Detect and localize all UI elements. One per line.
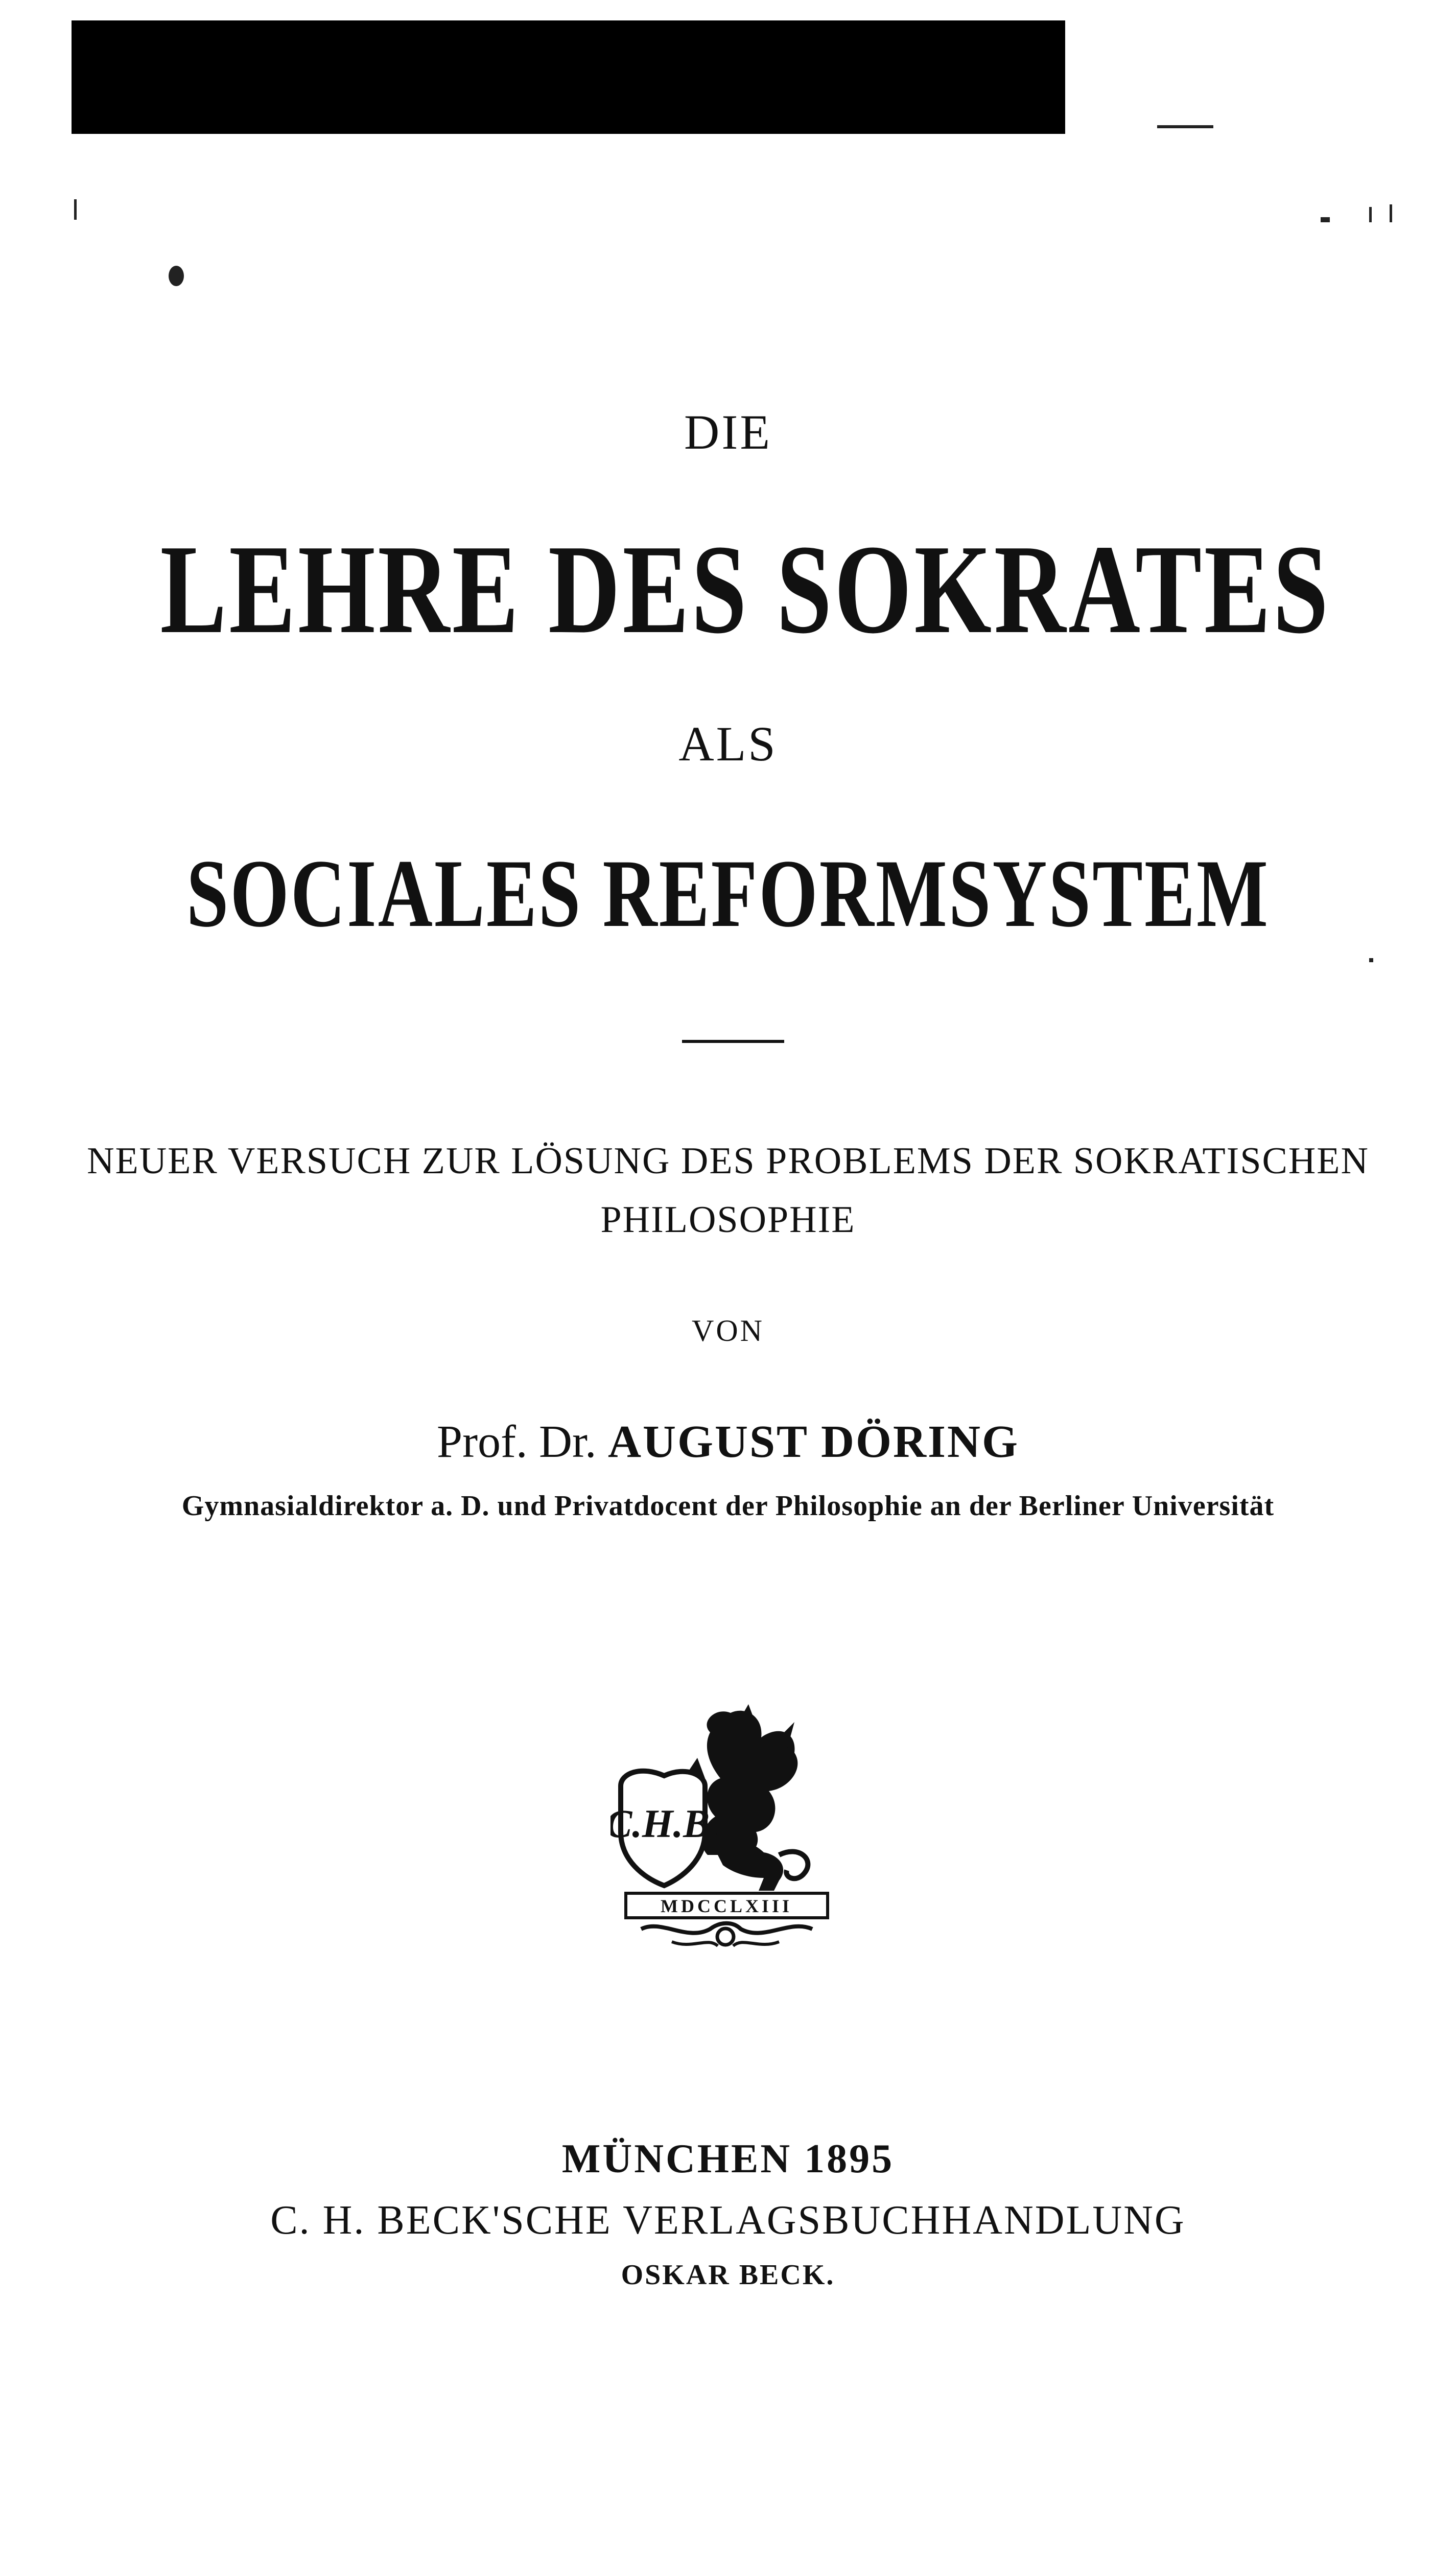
- logo-monogram: C.H.B.: [610, 1801, 720, 1846]
- title-connector: ALS: [678, 716, 778, 771]
- by-line: VON: [692, 1314, 764, 1348]
- scan-speck: [1369, 958, 1373, 962]
- place-and-year: MÜNCHEN 1895: [561, 2136, 895, 2181]
- author-name: AUGUST DÖRING: [608, 1416, 1019, 1467]
- scan-speck: [1390, 204, 1392, 222]
- publisher-name: C. H. BECK'SCHE VERLAGSBUCHHANDLUNG: [270, 2198, 1186, 2243]
- scan-speck: [1321, 217, 1330, 222]
- subtitle-line-1: NEUER VERSUCH ZUR LÖSUNG DES PROBLEMS DER SOKRATISCHEN: [87, 1140, 1369, 1182]
- secondary-title: SOCIALES REFORMSYSTEM: [186, 840, 1270, 947]
- author-prefix: Prof. Dr.: [437, 1416, 597, 1467]
- subtitle-line-2: PHILOSOPHIE: [600, 1199, 856, 1241]
- author-line: [0, 1415, 1456, 1468]
- redaction-bar-tab: [1017, 20, 1065, 36]
- publisher-owner: OSKAR BECK.: [621, 2259, 835, 2291]
- scan-speck: [1369, 207, 1372, 222]
- main-title: LEHRE DES SOKRATES: [160, 519, 1331, 660]
- author-affiliation: Gymnasialdirektor a. D. und Privatdocent der Philosophie an der Berliner Universität: [181, 1490, 1275, 1522]
- redaction-bar: [72, 20, 1065, 134]
- scan-speck: [169, 266, 184, 286]
- logo-year: MDCCLXIII: [660, 1896, 793, 1916]
- scan-speck: [1157, 125, 1213, 128]
- scan-speck: [74, 199, 77, 220]
- title-divider: [682, 1040, 784, 1043]
- pre-title: DIE: [684, 405, 772, 459]
- publisher-mark-svg: [610, 1702, 840, 1952]
- griffin-shield-icon: [610, 1702, 840, 1952]
